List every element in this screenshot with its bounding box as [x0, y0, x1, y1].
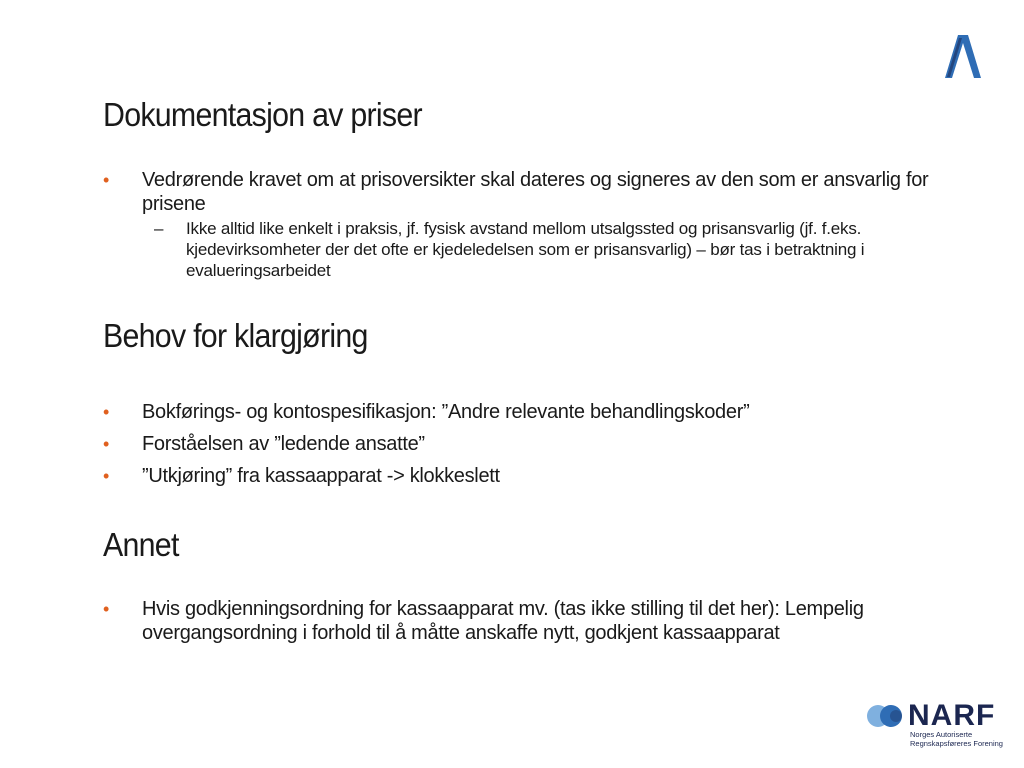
corner-logo-icon: [941, 33, 985, 79]
narf-subtitle-line1: Norges Autoriserte: [910, 730, 973, 739]
bullet-marker: •: [103, 466, 110, 486]
narf-subtitle-line2: Regnskapsføreres Forening: [910, 739, 1003, 748]
sub-bullet-item: [142, 218, 906, 281]
sub-bullet-text: Ikke alltid like enkelt i praksis, jf. fysisk avstand mellom utsalgssted og prisansvarlig (jf. f.eks. kjedevirksomheter der det ofte er kjedeledelsen som er prisansvarlig) – bør tas i betraktning i evalueringsarbeidet: [186, 219, 865, 280]
bullet-item: [103, 464, 962, 488]
narf-wordmark: NARF: [908, 699, 996, 732]
bullet-marker: •: [103, 434, 110, 454]
bullet-text: Vedrørende kravet om at prisoversikter skal dateres og signeres av den som er ansvarlig for prisene: [142, 169, 929, 215]
narf-circles-icon: [866, 703, 906, 729]
section-title-annet: Annet: [103, 526, 179, 563]
bullet-list-behov: [103, 400, 962, 488]
section-title-dokumentasjon: Dokumentasjon av priser: [103, 96, 422, 133]
bullet-list-annet: [103, 597, 962, 645]
section-title-behov: Behov for klargjøring: [103, 317, 368, 354]
sub-bullet-marker: –: [154, 219, 164, 238]
bullet-text: ”Utkjøring” fra kassaapparat -> klokkeslett: [142, 465, 500, 487]
bullet-text: Hvis godkjenningsordning for kassaapparat mv. (tas ikke stilling til det her): Lempelig overgangsordning i forhold til å måtte anskaffe nytt, godkjent kassaapparat: [142, 598, 864, 644]
bullet-marker: •: [103, 402, 110, 422]
bullet-item: [103, 400, 962, 424]
bullet-list-dokumentasjon: [103, 168, 962, 281]
narf-logo: [866, 700, 1001, 750]
bullet-marker: •: [103, 599, 110, 619]
bullet-item: [103, 432, 962, 456]
bullet-text: Forståelsen av ”ledende ansatte”: [142, 433, 425, 455]
bullet-item: [103, 168, 962, 281]
bullet-item: [103, 597, 962, 645]
bullet-marker: •: [103, 170, 110, 190]
bullet-text: Bokførings- og kontospesifikasjon: ”Andre relevante behandlingskoder”: [142, 401, 750, 423]
